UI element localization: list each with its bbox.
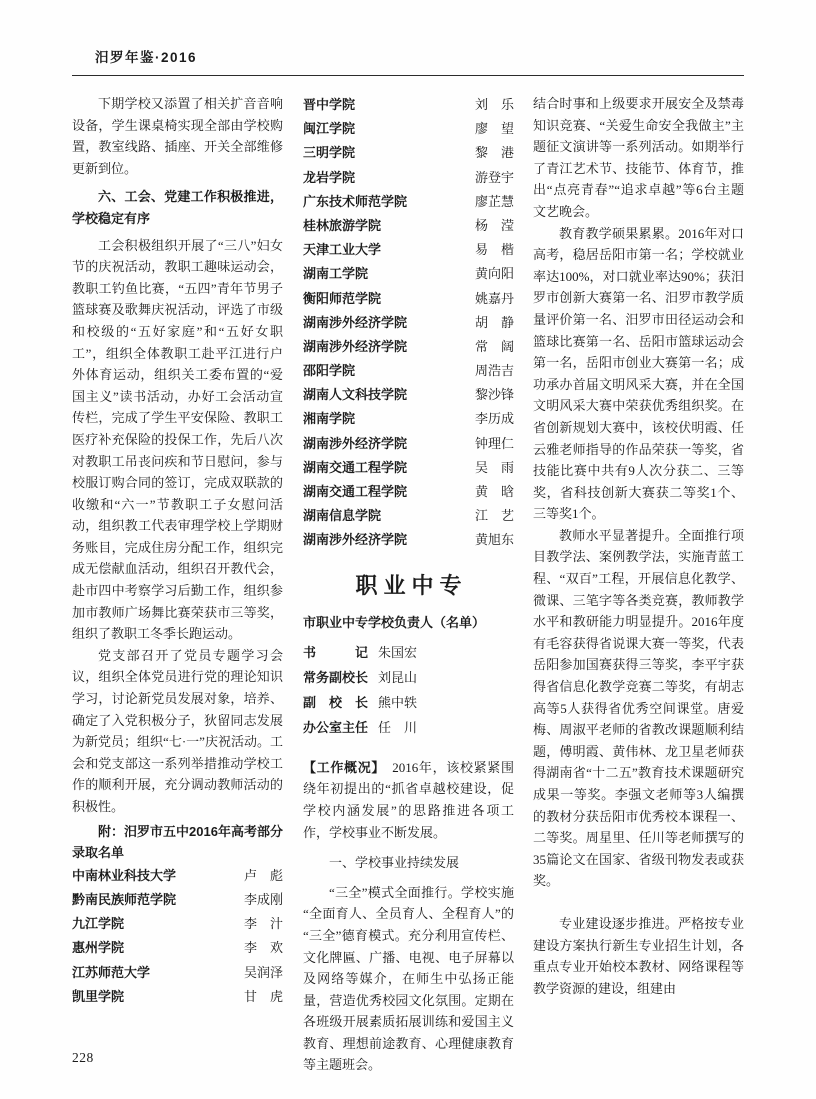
student-name: 黎 港 <box>474 145 514 161</box>
student-name: 钟理仁 <box>474 435 514 451</box>
admission-row <box>303 238 514 262</box>
student-name: 黄旭东 <box>474 532 514 548</box>
student-name: 江 艺 <box>474 508 514 524</box>
school-name: 湖南涉外经济学院 <box>303 314 408 330</box>
student-name: 黄向阳 <box>474 266 514 282</box>
header-rule <box>72 75 744 76</box>
admission-row <box>303 480 514 504</box>
student-name: 杨 滢 <box>474 217 514 233</box>
leader-name: 熊中轶 <box>378 694 418 710</box>
admission-row <box>303 262 514 286</box>
admission-row <box>303 359 514 383</box>
student-name: 周浩吉 <box>474 363 514 379</box>
school-name: 龙岩学院 <box>303 169 356 185</box>
paragraph-major-construction: 专业建设逐步推进。严格按专业建设方案执行新生专业招生计划，各重点专业开始校本教材、网络课程等教学资源的建设，组建由 <box>533 915 744 996</box>
student-name: 吴润泽 <box>243 964 283 980</box>
school-name: 湖南人文科技学院 <box>303 387 408 403</box>
leader-title: 副 校 长 <box>303 694 369 710</box>
admission-row <box>303 141 514 165</box>
sub-heading-development: 一、学校事业持续发展 <box>329 855 460 871</box>
paragraph-continuation: 下期学校又添置了相关扩音音响设备，学生课桌椅实现全部由学校购置，教室线路、插座、开关全部维修更新到位。 <box>72 96 283 176</box>
admission-row <box>72 864 283 888</box>
admission-row <box>303 190 514 214</box>
leader-row <box>303 715 514 740</box>
school-name: 广东技术师范学院 <box>303 193 408 209</box>
admission-row <box>72 912 283 936</box>
school-name: 晋中学院 <box>303 97 356 112</box>
admission-row <box>72 936 283 960</box>
school-name: 三明学院 <box>303 145 356 161</box>
page-number: 228 <box>72 1050 94 1065</box>
student-name: 甘 虎 <box>243 988 283 1004</box>
student-name: 游登宇 <box>474 169 514 185</box>
school-name: 凯里学院 <box>72 988 125 1004</box>
leader-row <box>303 690 514 715</box>
school-name: 桂林旅游学院 <box>303 217 382 233</box>
leaders-heading: 市职业中专学校负责人（名单） <box>303 615 486 631</box>
student-name: 常 阔 <box>474 338 514 354</box>
leader-row <box>303 665 514 690</box>
admission-row <box>303 117 514 141</box>
student-name: 卢 彪 <box>243 867 283 883</box>
overview-label: 【工作概况】 <box>303 759 379 775</box>
admission-row <box>303 528 514 552</box>
school-name: 天津工业大学 <box>303 242 382 258</box>
admission-list-left <box>72 864 283 1009</box>
school-name: 江苏师范大学 <box>72 964 151 980</box>
student-name: 姚嘉丹 <box>474 290 514 306</box>
student-name: 廖 望 <box>474 121 514 137</box>
admission-row <box>72 961 283 985</box>
leader-title: 书 记 <box>303 644 369 660</box>
admission-row <box>303 214 514 238</box>
student-name: 易 楷 <box>474 242 514 258</box>
page-header-title: 汨罗年鉴·2016 <box>95 50 198 65</box>
admission-row <box>72 985 283 1009</box>
admission-row <box>303 287 514 311</box>
school-name: 湘南学院 <box>303 411 356 427</box>
leader-name: 任 川 <box>378 719 418 735</box>
school-name: 中南林业科技大学 <box>72 867 177 883</box>
school-name: 邵阳学院 <box>303 363 356 379</box>
school-name: 湖南交通工程学院 <box>303 484 408 499</box>
column-right <box>533 93 744 999</box>
paragraph-sanquan-model: “三全”模式全面推行。学校实施“全面育人、全员育人、全程育人”的“三全”德育模式。充分利用宣传栏、文化牌匾、广播、电视、电子屏幕以及网络等媒介，在师生中弘扬正能量，营造优秀校园文化氛围。定期在各班级开展素质拓展训练和爱国主义教育、理想前途教育、心理健康教育等主题班会。 <box>303 884 514 1073</box>
student-name: 黎沙锋 <box>474 387 514 403</box>
admission-row <box>303 311 514 335</box>
leaders-list <box>303 640 514 740</box>
student-name: 李成刚 <box>243 891 283 907</box>
admission-row <box>303 432 514 456</box>
column-middle <box>303 93 514 1076</box>
paragraph-teaching-results: 教育教学硕果累累。2016年对口高考，稳居岳阳市第一名；学校就业率达100%，对口就业率达90%；获汨罗市创新大赛第一名、汨罗市教学质量评价第一名、汨罗市田径运动会和篮球比赛第一名、岳阳市篮球运动会第一名，岳阳市创业大赛第一名；成功承办首届文明风采大赛，并在全国文明风采大赛中荣获优秀组织奖。在省创新规划大赛中，该校伏明霞、任云雅老师指导的作品荣获一等奖，省技能比赛中共有9人次分获二、三等奖，省科技创新大赛获二等奖1个、三等奖1个。 <box>533 225 744 522</box>
school-name: 闽江学院 <box>303 121 356 137</box>
section-title-vocational: 职业中专 <box>355 572 468 598</box>
section-heading-union-party: 六、工会、党建工作积极推进，学校稳定有序 <box>72 189 283 226</box>
student-name: 刘 乐 <box>474 97 514 112</box>
student-name: 吴 雨 <box>474 459 514 475</box>
admission-row <box>72 888 283 912</box>
admission-row <box>303 383 514 407</box>
student-name: 李历成 <box>474 411 514 427</box>
school-name: 湖南涉外经济学院 <box>303 435 408 451</box>
school-name: 湖南涉外经济学院 <box>303 338 408 354</box>
school-name: 惠州学院 <box>72 940 125 956</box>
admission-row <box>303 93 514 117</box>
leader-title: 常务副校长 <box>303 669 369 685</box>
school-name: 湖南涉外经济学院 <box>303 532 408 548</box>
admission-row <box>303 407 514 431</box>
admission-row <box>303 166 514 190</box>
paragraph-teacher-improvement: 教师水平显著提升。全面推行项目教学法、案例教学法，实施青蓝工程、“双百”工程，开展信息化教学、微课、三笔字等各类竞赛，教师教学水平和教研能力明显提升。2016年度有毛容获得省说课大赛一等奖，代表岳阳参加国赛获得三等奖，李平宇获得省信息化教学竞赛二等奖，有胡志高等5人获得省优秀空间课堂。唐爱梅、周淑平老师的省教改课题顺利结题，傅明霞、黄伟林、龙卫星老师获得湖南省“十二五”教育技术课题研究成果一等奖。李强文老师等3人编撰的教材分获岳阳市优秀校本课程一、二等奖。周星里、任川等老师撰写的35篇论文在国家、省级刊物发表或获奖。 <box>533 527 744 889</box>
school-name: 黔南民族师范学院 <box>72 891 177 907</box>
admission-row <box>303 335 514 359</box>
paragraph-party-branch: 党支部召开了党员专题学习会议，组织全体党员进行党的理论知识学习，讨论新党员发展对象，培养、确定了入党积极分子，狄留同志发展为新党员；组织“七·一”庆祝活动。工会和党支部这一系列举措推动学校工作的顺利开展，充分调动教师活动的积极性。 <box>72 647 283 814</box>
student-name: 廖芷慧 <box>474 193 514 209</box>
school-name: 衡阳师范学院 <box>303 290 382 306</box>
student-name: 李 汁 <box>243 916 283 932</box>
paragraph-union-activities: 工会积极组织开展了“三八”妇女节的庆祝活动，教职工趣味运动会，教职工钓鱼比赛，“五四”青年节男子篮球赛及歌舞庆祝活动，评选了市级和校级的“五好家庭”和“五好女职工”，组织全体教职工赴平江进行户外体育运动，组织关工委布置的“爱国主义”读书活动，办好工会活动宣传栏，完成了学生平安保险、教职工医疗补充保险的投保工作，先后八次对教职工吊丧问疾和节日慰问，参与校服订购合同的签订，完成双联款的收缴和“六一”节教职工子女慰问活动，组织教工代表审理学校上学期财务账目，完成住房分配工作，组织完成无偿献血活动，组织召开教代会，赴市四中考察学习后勤工作，组织参加市教师广场舞比赛荣获市三等奖，组织了教职工冬季长跑运动。 <box>72 237 283 642</box>
leader-row <box>303 640 514 665</box>
admission-row <box>303 504 514 528</box>
leader-name: 刘昆山 <box>378 669 418 685</box>
school-name: 湖南信息学院 <box>303 508 382 524</box>
column-left <box>72 93 283 1009</box>
student-name: 李 欢 <box>243 940 283 956</box>
admission-list-middle <box>303 93 514 553</box>
overview-paragraph <box>303 757 514 843</box>
admission-row <box>303 456 514 480</box>
leader-name: 朱国宏 <box>378 644 418 660</box>
appendix-heading: 附：汨罗市五中2016年高考部分录取名单 <box>72 823 283 861</box>
school-name: 湖南工学院 <box>303 266 369 282</box>
overview-text: 2016年，该校紧紧围绕年初提出的“抓省卓越校建设，促学校内涵发展”的思路推进各项工作，学校事业不断发展。 <box>303 759 514 840</box>
school-name: 湖南交通工程学院 <box>303 459 408 475</box>
leader-title: 办公室主任 <box>303 719 369 735</box>
student-name: 黄 晗 <box>474 484 514 499</box>
paragraph-activities: 结合时事和上级要求开展安全及禁毒知识竞赛、“关爱生命安全我做主”主题征文演讲等一系列活动。如期举行了青江艺术节、技能节、体育节，推出“点亮青春”“追求卓越”等6台主题文艺晚会。 <box>533 96 744 219</box>
school-name: 九江学院 <box>72 916 125 932</box>
student-name: 胡 静 <box>474 314 514 330</box>
